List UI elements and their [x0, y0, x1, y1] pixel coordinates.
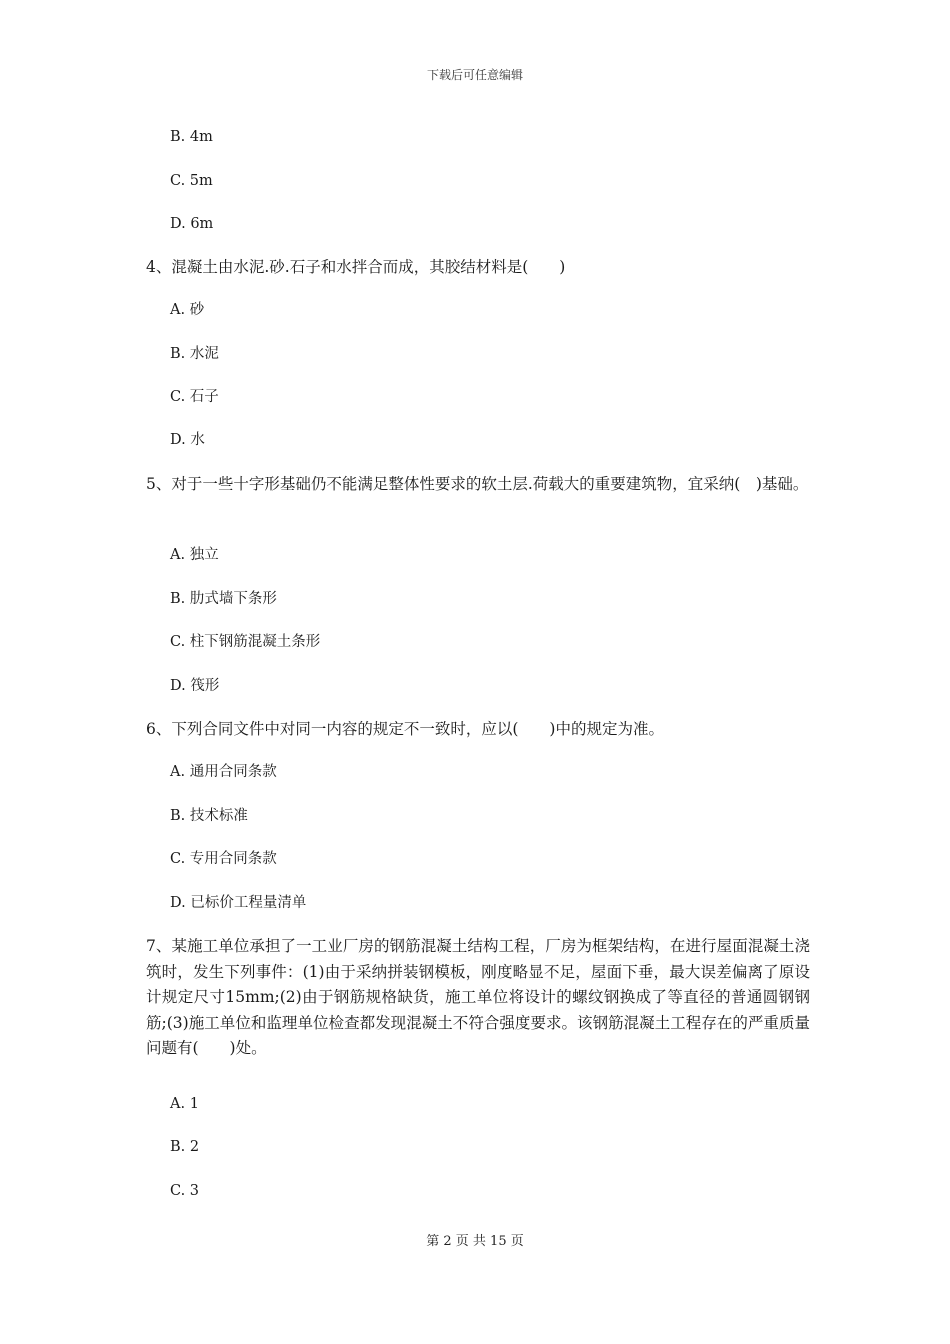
q4-option-c: C. 石子	[170, 389, 219, 405]
q3-option-c: C. 5m	[170, 173, 213, 189]
q5-option-b: B. 肋式墙下条形	[170, 591, 277, 607]
q5-stem: 5、对于一些十字形基础仍不能满足整体性要求的软土层.荷载大的重要建筑物，宜采纳( )基础。	[146, 475, 809, 493]
q6-option-a: A. 通用合同条款	[170, 764, 277, 780]
q3-option-d: D. 6m	[170, 216, 214, 232]
q7-option-c: C. 3	[170, 1183, 200, 1199]
q5-option-a: A. 独立	[170, 547, 219, 563]
q6-stem: 6、下列合同文件中对同一内容的规定不一致时，应以( )中的规定为准。	[146, 720, 664, 738]
q4-stem: 4、混凝土由水泥.砂.石子和水拌合而成，其胶结材料是( )	[146, 258, 566, 276]
q6-option-b: B. 技术标准	[170, 808, 248, 824]
q6-option-c: C. 专用合同条款	[170, 851, 277, 867]
q4-option-d: D. 水	[170, 432, 205, 448]
q4-option-b: B. 水泥	[170, 346, 219, 362]
q5-option-d: D. 筏形	[170, 678, 220, 694]
q3-option-b: B. 4m	[170, 129, 213, 145]
q4-option-a: A. 砂	[170, 302, 205, 318]
q7-option-b: B. 2	[170, 1139, 200, 1155]
q5-option-c: C. 柱下钢筋混凝土条形	[170, 634, 321, 650]
q7-stem: 7、某施工单位承担了一工业厂房的钢筋混凝土结构工程，厂房为框架结构，在进行屋面混凝土浇筑时，发生下列事件：(1)由于采纳拼装钢模板，刚度略显不足，屋面下垂，最大误差偏离了原设计规定尺寸15mm;(2)由于钢筋规格缺货，施工单位将设计的螺纹钢换成了等直径的普通圆钢钢筋;(3)施工单位和监理单位检查都发现混凝土不符合强度要求。该钢筋混凝土工程存在的严重质量问题有( )处。	[146, 937, 810, 1057]
q6-option-d: D. 已标价工程量清单	[170, 895, 307, 911]
q7-option-a: A. 1	[170, 1096, 199, 1112]
page-footer: 第 2 页 共 15 页	[426, 1234, 524, 1249]
page-header: 下载后可任意编辑	[426, 68, 523, 82]
